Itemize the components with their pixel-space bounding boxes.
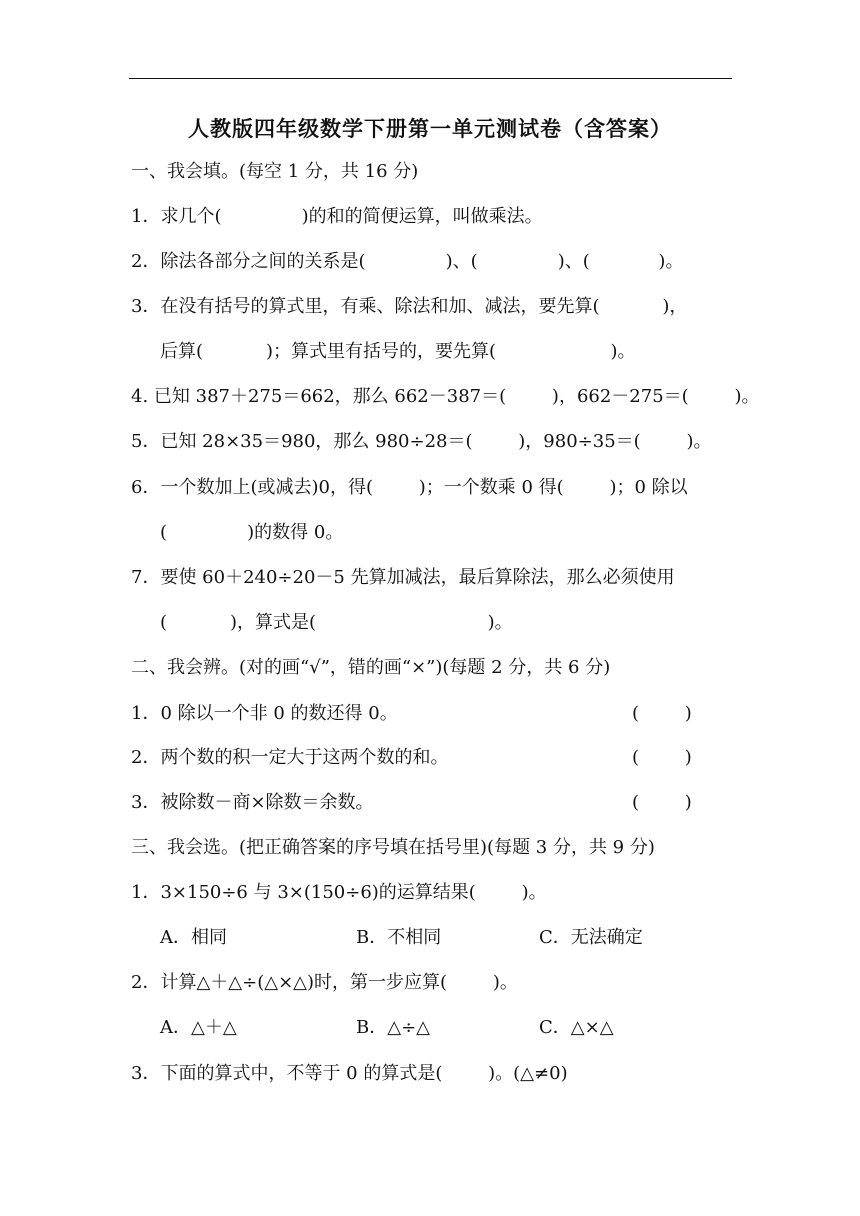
header-rule xyxy=(129,78,732,79)
question-1-1: 1．求几个( )的和的简便运算，叫做乘法。 xyxy=(131,206,543,227)
page-title: 人教版四年级数学下册第一单元测试卷（含答案） xyxy=(188,116,672,141)
judge-item-text: 1．0 除以一个非 0 的数还得 0。 xyxy=(131,703,398,724)
question-1-7-line1: 7．要使 60＋240÷20－5 先算加减法，最后算除法，那么必须使用 xyxy=(131,567,675,588)
question-1-7-line2: ( )，算式是( )。 xyxy=(160,612,513,633)
choice-question-1: 1．3×150÷6 与 3×(150÷6)的运算结果( )。 xyxy=(131,882,547,903)
choice-option-b: B．△÷△ xyxy=(356,1017,430,1038)
question-1-4: 4. 已知 387＋275＝662，那么 662－387＝( )，662－275＝( )。 xyxy=(131,386,760,407)
question-1-3-line2: 后算( )；算式里有括号的，要先算( )。 xyxy=(160,341,636,362)
question-1-6-line2: ( )的数得 0。 xyxy=(160,522,344,543)
section3-heading: 三、我会选。(把正确答案的序号填在括号里)(每题 3 分，共 9 分) xyxy=(131,837,655,858)
judge-item-text: 2．两个数的积一定大于这两个数的和。 xyxy=(131,747,449,768)
judge-item-answer-bracket: ( ) xyxy=(632,703,692,724)
section2-heading: 二、我会辨。(对的画“√”，错的画“×”)(每题 2 分，共 6 分) xyxy=(131,657,611,678)
choice-option-b: B．不相同 xyxy=(356,927,442,948)
question-1-2: 2．除法各部分之间的关系是( )、( )、( )。 xyxy=(131,251,684,272)
question-1-6-line1: 6．一个数加上(或减去)0，得( )；一个数乘 0 得( )；0 除以 xyxy=(131,477,688,498)
judge-item-answer-bracket: ( ) xyxy=(632,792,692,813)
judge-item-answer-bracket: ( ) xyxy=(632,747,692,768)
section1-heading: 一、我会填。(每空 1 分，共 16 分) xyxy=(131,161,419,182)
question-1-3-line1: 3．在没有括号的算式里，有乘、除法和加、减法，要先算( )， xyxy=(131,296,688,317)
choice-option-a: A．△＋△ xyxy=(160,1017,237,1038)
question-1-5: 5．已知 28×35＝980，那么 980÷28＝( )，980÷35＝( )。 xyxy=(131,431,712,452)
choice-question-3: 3．下面的算式中，不等于 0 的算式是( )。(△≠0) xyxy=(131,1063,568,1084)
choice-question-2: 2．计算△＋△÷(△×△)时，第一步应算( )。 xyxy=(131,972,518,993)
judge-item-text: 3．被除数－商×除数＝余数。 xyxy=(131,792,374,813)
choice-option-a: A．相同 xyxy=(160,927,227,948)
choice-option-c: C．无法确定 xyxy=(539,927,643,948)
choice-option-c: C．△×△ xyxy=(539,1017,614,1038)
